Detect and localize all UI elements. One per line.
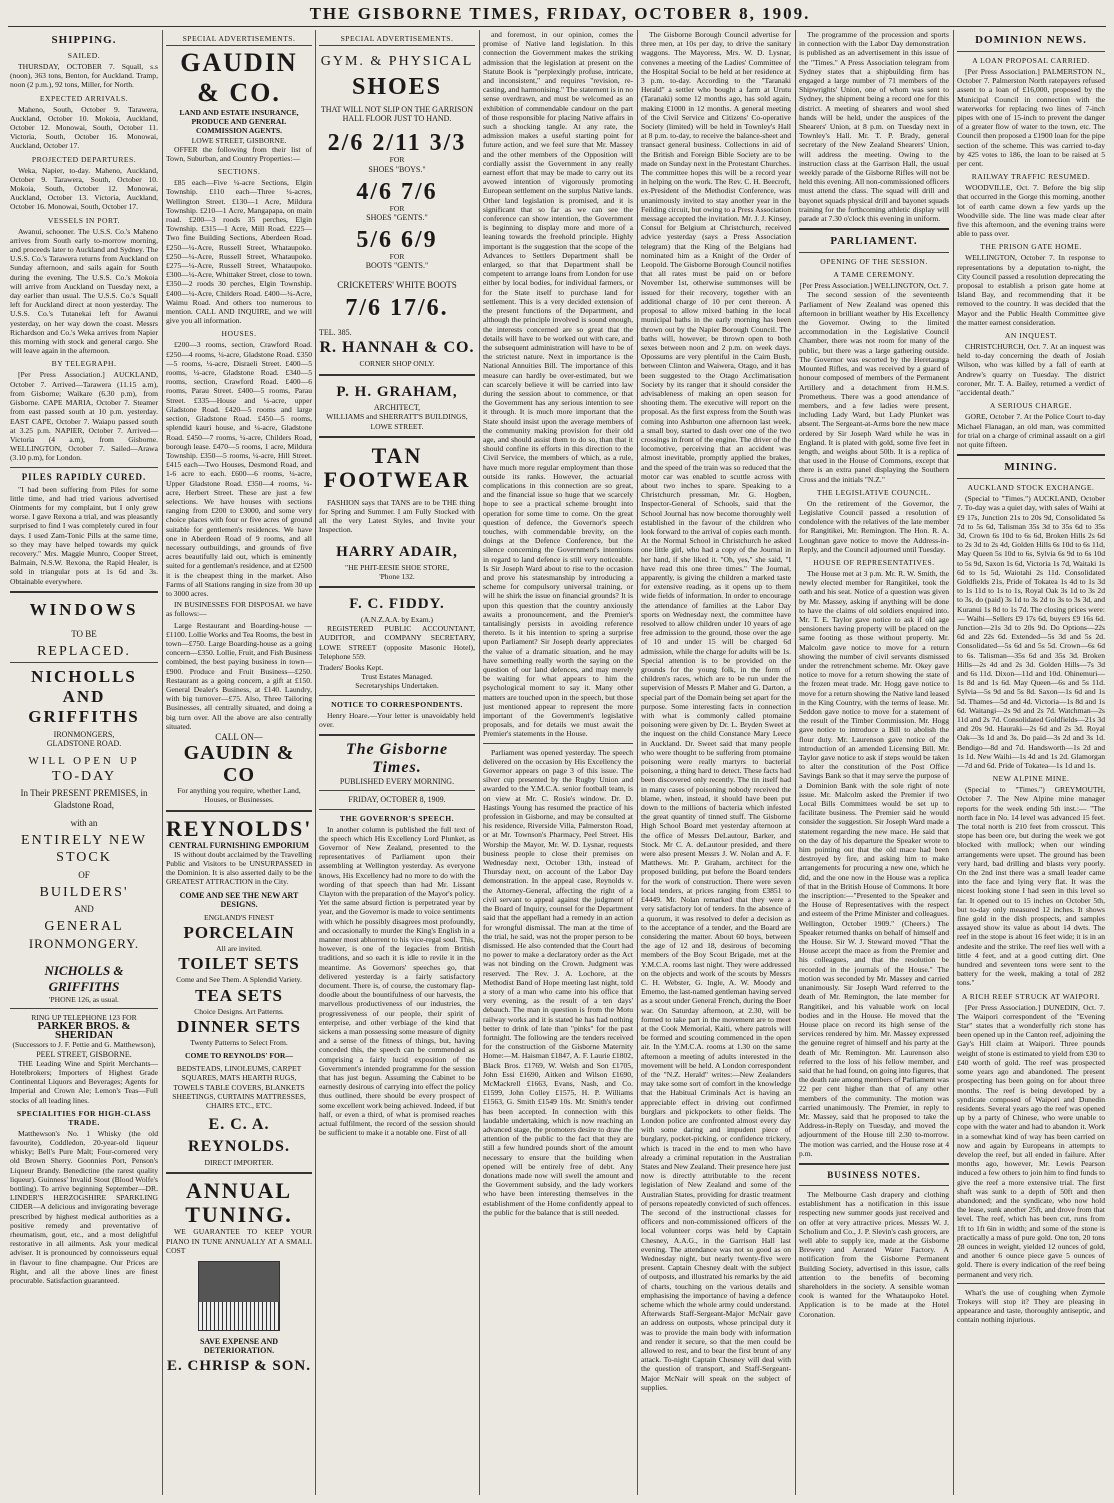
- hannah-title: R. HANNAH & CO.: [319, 339, 475, 357]
- mining-heading: MINING.: [1004, 461, 1058, 474]
- column-7: [957, 30, 1105, 1495]
- telegraph-heading: BY TELEGRAPH.: [51, 359, 117, 369]
- price-row-1: 2/6 2/11 3/3: [327, 130, 467, 157]
- railway-heading: RAILWAY TRAFFIC RESUMED.: [971, 172, 1091, 182]
- replaced-text: REPLACED.: [37, 643, 131, 659]
- divider: [319, 809, 475, 810]
- specialities-heading: SPECIALITIES FOR HIGH-CLASS TRADE.: [16, 1108, 152, 1127]
- legislative-heading: THE LEGISLATIVE COUNCIL.: [816, 487, 932, 497]
- gaudin-title: GAUDIN & CO.: [180, 48, 298, 107]
- parliament-heading: PARLIAMENT.: [830, 235, 918, 248]
- come-see-text: COME AND SEE THE NEW ART DESIGNS.: [179, 890, 299, 909]
- expected-heading: EXPECTED ARRIVALS.: [39, 93, 129, 103]
- divider: [799, 228, 949, 230]
- divider: [10, 591, 158, 593]
- reynolds-name: E. C. A. REYNOLDS.: [188, 1116, 290, 1156]
- loan-heading: A LOAN PROPOSAL CARRIED.: [972, 56, 1090, 65]
- reynolds-text: IS without doubt acclaimed by the Travelling Public and Visitors to be UNSURPASSED in the Dominion. It is also asserted daily to be the GREATEST ATTRACTION in the City.: [166, 849, 312, 887]
- reynolds-subtitle: CENTRAL FURNISHING EMPORIUM: [168, 840, 309, 850]
- notice-text: Henry Hoare.—Your letter is unavoidably held over.: [319, 710, 475, 729]
- special-ads-heading: SPECIAL ADVERTISEMENTS.: [319, 34, 475, 46]
- annual-title: ANNUAL: [185, 1178, 293, 1204]
- gaudin-sub-2: For anything you require, whether Land, Houses, or Businesses.: [177, 786, 301, 805]
- with-an-text: with an: [70, 817, 98, 828]
- nicholls-title: NICHOLLS AND GRIFFITHS: [28, 667, 140, 727]
- inquest-text: CHRISTCHURCH, Oct. 7. At an inquest was held to-day concerning the death of Josiah Wilson, who was killed by a fall of earth at Andrew's quarry on Tuesday. The district coroner, Mr. T. A. Bailey, returned a verdict of "accidental death.": [957, 342, 1105, 398]
- business-notes-text: The Melbourne Cash drapery and clothing establishment has a notification in this issue respecting new summer goods just received and on offer at very attractive prices. Messrs W. J. Scholium and Co., J. P. Slevin's cash grocers, are well able to supply ice, made at the Gisborne Brewery and Aerated Water Factory. A notification from the Gisborne Permanent Building Society, advertised in this issue, calls attention to the benefits of becoming shareholders in the society. A sensible woman cook is wanted for the Whataupoko Hotel. Application is to be made at the Hotel Coronation.: [799, 1189, 949, 1319]
- house-text: The House met at 3 p.m. Mr. R. W. Smith, the newly elected member for Rangitikei, took the oath and his seat. Notice of a question was given by Mr. Massey, asking if anything will be done to have the claims of old soldiers enquired into. Mr. T. E. Taylor gave notice to ask if old age pensioners having property will be placed on the same footing as those without property. Mr. Malcolm gave notice to move for a return showing the number of civil servants dismissed under the retrenchment scheme. Mr. Okey gave notice to move for a return showing the state of the frozen meat trade. Mr. Hogg gave notice to move for a return showing the Native land leased in the King Country, with the terms of lease. Mr. Seddon gave notice to move for a statement of the result of the Timber Commission. Mr. Hogg gave notice to introduce a Bill to abolish the flour duty. Mr. Laurenson gave notice of the introduction of an amended Licensing Bill. Mr. Taylor gave notice to ask if steps would be taken to alter the constitution of the Post Office Savings Bank so that it may serve the purpose of a Dominion Bank with the sole right of note issue. Mr. Malcolm asked the Premier if two Local Bills Committees would be set up to facilitate business. The Premier said he would consider the suggestion. Sir Joseph Ward made a statement regarding the new mace. He said that on the day of his departure the Speaker wrote to him pointing out that the old mace had been destroyed by fire, and asking him to make arrangements for procuring a new one, which he did, and the one now in the House was a replica of that in the British House of Commons. It bore the inscription:—"Presented to the Speaker and the House of Representatives with the respect and esteem of the Prime Minister and colleagues. Wellington, October 1909." (Cheers.) The Speaker returned thanks on behalf of himself and the House. Sir W. J. Steward moved "That the House accept the mace as from the Premier and his colleagues, and that the resolution be recorded in the journals of the House." The motion was seconded by Mr. Massey and carried unanimously. Sir Joseph Ward referred to the death of Mr. Remington, the late member for Rangitikei, and his valuable work on local bodies and in the House. He moved that the House place on record its high sense of the services rendered by him. Mr. Massey expressed the genuine regret of himself and his party at the death of Mr. Remington. Mr. Laurenson also referred to the loss of his fellow member, and said that he had found, on going into figures, that the death rate among members of Parliament was 22 per cent higher than that of any other members of the community. The motion was carried unanimously. The Premier, in reply to Mr. Massey, said that he proposed to take the Address-in-Reply on Tuesday, and moved the adjournment of the House till 2.30 to-morrow. The motion was carried, and the House rose at 4 p.m.: [799, 568, 949, 1158]
- divider: [483, 743, 633, 744]
- gaudin-subtitle: LAND AND ESTATE INSURANCE, PRODUCE AND GENERAL COMMISSION AGENTS.: [179, 108, 299, 136]
- price-row-2: 4/6 7/6: [356, 178, 438, 205]
- sections-heading: SECTIONS.: [217, 167, 261, 177]
- toilet-sets-title: TOILET SETS: [178, 954, 300, 974]
- divider: [957, 51, 1105, 52]
- ironmongery-text: IRONMONGERY.: [28, 936, 140, 952]
- gents-text: SHOES "GENTS.": [366, 213, 428, 223]
- divider: [319, 374, 475, 376]
- column-rule: [479, 30, 480, 1495]
- chrisp-title: E. CHRISP & SON.: [167, 1358, 311, 1375]
- furnishing-list: BEDSTEADS, LINOLEUMS, CARPET SQUARES, MATS HEARTH RUGS, TOWELS TABLE COVERS, BLANKETS SHEETINGS, CURTAINS MATTRESSES, CHAIRS ETC., ETC.: [172, 1064, 306, 1111]
- builders-text: BUILDERS': [39, 884, 129, 900]
- divider: [319, 695, 475, 696]
- entirely-new-text: ENTIRELY NEW: [21, 833, 147, 849]
- business-heading: IN BUSINESSES FOR DISPOSAL we have as follows:—: [166, 600, 312, 619]
- save-text: SAVE EXPENSE AND DETERIORATION.: [199, 1337, 279, 1356]
- divider: [799, 252, 949, 253]
- tuning-title: TUNING.: [185, 1202, 293, 1228]
- fiddy-text: REGISTERED PUBLIC ACCOUNTANT, AUDITOR, and COMPANY SECRETARY, LOWE STREET (opposite Masonic Hotel), Telephone 559.: [319, 624, 475, 661]
- local-news-text: The Gisborne Borough Council advertise for three men, at 10s per day, to drive the sanitary waggons. The Mayoress, Mrs. W. D. Lysnar, convenes a meeting of the Ladies' Committee of the Hospital Social to be held at her residence at 3 p.m. to-day. According to the "Taranaki Herald" a settler who bought a farm at Urutu (Taranaki) some 12 months ago, has sold again, making £1000 in 12 months. A general meeting of the Civil Service and Citizens' Co-operative Society (limited) will be held in Townley's Hall at 8 p.m. to-day, to receive the balance-sheet and transact general business. Collections in aid of the British and Foreign Bible Society are to be made on Sunday next in the Protestant Churches. The committee hopes this will be a record year in helping on the work. The Rev. C. H. Beecroft, ex-President of the Methodist Conference, was unanimously invited to stay another year in the Feilding circuit, but owing to a Press Association message accepted the invitation. Mr. J. J. Kinsey, Consul for Belgium at Christchurch, received advice yesterday (says a Press Association telegram) that the King of the Belgians had nominated him as a Knight of the Order of Leopold. The Gisborne Borough Council notifies that all rates must be paid on or before November 1st, otherwise summonses will be issued for their recovery, together with an additional charge of 10 per cent thereon. A proposal to allow mixed bathing in the local municipal baths in the early morning has been thrown out by the Napier Borough Council. The baths will, however, be thrown open to both sexes between noon and 2 p.m. on week days. Opossums are very plentiful in the Cairn Bush, between Clinton and Waiwera, Otago, and it has been suggested to the Otago Acclimatisation Society by its ranger that it should consider the advisableness of making an open season for shooting them. The executive will report on the proposal. As the first express from the South was coming into Ashburton one afternoon last week, a small boy, started to dash over one of the two crossings in front of the engine. The driver of the locomotive, perceiving that an accident was almost inevitable, promptly applied the brakes, and the speed of the train was so reduced that the motor car was enabled to scuttle across with about two inches to spare. Speaking to a Christchurch pressman, Mr. G. Hogben, Inspector-General of Schools, said that the School Journal has now become thoroughly well established in the favour of the children who look forward to the arrival of copies each month. At the Normal School in Christchurch he asked one little girl, who had a copy of the Journal in her hand, if she liked it. "Oh, yes," she said, "I have read this one three times." The Journal, apparently, is giving the children a marked taste for extensive reading, as it opens up to them wide fields of information. In order to encourage the attendance of families at the Labor Day sports on Wednesday next, the committee have resolved to allow children under 10 years of age free admission to the ground, those over the age of 10 and under 15 will be charged 6d admission, while the charge for adults will be 1s. Special attention is to be provided on the grounds for the young folk, in the form of children's races, which are to be run under the supervision of Messrs P. Maher and G. Darton, a special part of the Domain being set apart for the purpose. Some interesting facts in connection with what is commonly called ptomaine poisoning were given by Dr. L. Bryden Sweet at the inquest on the child Constance Mary Leece in Auckland. Dr. Sweet said that many people who were thought to be suffering from ptomaine poisoning were really martyrs to bacterial poisoning, a thing hard to detect. These facts had been discovered only recently. The tin itself had in many cases of poisoning nobody received the blame, when, instead, it should have been put down to the millions of bacteria which infested the great quantity of tinned stuff. The Gisborne High School Board met yesterday afternoon at the office of Messrs DeLautour, Barker, and Stock. Mr C. A. deLautour presided, and there were also present Messrs J. W. Nolan and A. F. Matthews. Mr. P. Graham, architect for the proposed building, put before the Board tenders for the work of construction. There were seven local tenders, at prices ranging from £3851 to £4449. Mr. Nolan remarked that they were a very satisfactory lot of tenders. In the absence of a quorum, it was resolved to defer a decision as to the acceptance of a tender, and the Board are considering the matter. About 60 boys, between the age of 12 and 18, desirous of becoming members of the Boy Scout Brigade, met at the Y.M.C.A. rooms last night. They were addressed on the objects and work of the scouts by Messrs C. H. Webster, G. Ingle, A. W. Moody and Ememo, the last-named gentleman having served as a scout under General French, during the Boer war. On Saturday afternoon, at 2.30, will be formed to take part in the movement are to meet at the Cook Memorial, Kaiti, where patrols will be formed and scouting commenced in the open air. In the Y.M.C.A. rooms at 1.30 on the same afternoon a meeting of adults interested in the movement will be held. A London correspondent of the "N.Z. Herald" writes:—New Zealanders may take some sort of comfort in the knowledge that the Habitual Criminals Act is having an appreciable effect in driving out confirmed burglars and pickpockets to other fields. The London police are confronted almost every day with some daring and impudent piece of burglary, pocket-picking, or confidence trickery, which is traced in the end to men who have already a criminal reputation in the Australian States and New Zealand. Their presence here just now is directly attributable to the recent legislation of New Zealand and some of the Australian States, providing for drastic treatment of persons repeatedly convicted of such offences. The second of the instructional classes for officers and non-commissioned officers of the local volunteer corps was held by Captain Chesney, A.A.G., in the Garrison Hall last evening. The attendance was not so good as on Wednesday night, but nearly twenty-five were present. Captain Chesney dealt with the subject of outposts, and illustrated his remarks by the aid of charts, touching on the various details and emphasising the importance of having a defence scheme which the whole army could understand. Afterwards Staff-Sergeant-Major McNair gave an address on outposts, whose principal duty it was to provide the main body with information and render it secure, so that the men could be allowed to rest, and to bear the first brunt of any attack. To-night Captain Chesney will deal with the question of transport, and Staff-Sergeant-Major McNair will speak on the subject of supplies.: [641, 30, 791, 1392]
- gaudin-offer: OFFER the following from their list of Town, Suburban, and Country Properties:—: [166, 144, 312, 164]
- published-text: PUBLISHED EVERY MORNING.: [339, 777, 455, 787]
- gaudin-title-2: GAUDIN & CO: [183, 742, 295, 787]
- englands-text: ENGLAND'S FINEST: [204, 913, 274, 923]
- trust-text: Trust Estates Managed.: [361, 672, 433, 682]
- gym-title: GYM. & PHYSICAL: [320, 54, 474, 69]
- column-1: [10, 30, 158, 1495]
- divider: [957, 454, 1105, 456]
- shoes-title: SHOES: [351, 74, 443, 100]
- tel-text: TEL. 385.: [319, 327, 352, 337]
- loan-text: [Per Press Association.] PALMERSTON N., October 7. Palmerston North ratepayers refused assent to a loan of £16,000, proposed by the Municipal Council in connection with the waterworks for replacing two lines of 7-inch pipes with one of 15-inch to prevent the danger of a greater flow of water to the town, etc. The Council then proposed a £1900 loan for the pipe section of the scheme. This was carried to-day by 425 votes to 186, the loan to be raised at 5 per cent.: [957, 67, 1105, 169]
- house-heading: HOUSE OF REPRESENTATIVES.: [813, 557, 935, 567]
- editorial-text: and foremost, in our opinion, comes the promise of Native land legislation. In this connection the Government makes the striking admission that the legislation at present on the Statute Book is "perplexingly profuse, intricate, and inconsistent," and requires "revision, re-casting, and harmonising." The statement is in no sense overdrawn, and must be welcomed as an exhibition of commendable candour on the part of those responsible for placing Native affairs in such a shocking tangle. At any rate, the admission makes a useful starting point for future action, and we feel sure that Mr. Massey and the other members of the Opposition will cordially assist the Government in any really earnest effort that may be made to carry out its avowed intention of vigorously promoting European settlement on the surplus Native lands. Other land legislation is promised, and it is significant that so far as we can see the conference can show intention, the Government is beginning to display more and more of a leaning towards the freehold principle. Highly important is the suggestion that the scope of the Advances to Settlers Department shall be enlarged, so that that Department shall be competent to arrange loans from London for use either by local bodies, for individual farmers, or for the State itself to purchase land for settlement. This is a very decided extension of the present functions of the Department, and although the principle involved is sound enough, the interests concerned are so great that the details will have to be worked out with care, and the subsequent administration will have to be of the strictest nature. Next in importance is the National Annuities Bill. The importance of this measure can hardly be over-estimated, but we can scarcely believe it will be carried into law during the session about to commence, or that the Government has any serious intention to see it through. It is much more important that the State should insist upon the average members of the community making provision for their old age, and should assist them to do so, than that it should confine its efforts in this direction to the Civil Service, the members of which, as a rule, have much more regular employment than those outside its ranks. However, the actuarial complications in this connection are so great, and the financial issue so huge that we scarcely hope to see a practical scheme brought into operation for some time to come. On the great question of defence, the Governor's speech touches, with commendable brevity, on the doings at the Defence Conference, but the silence concerning the Government's intentions in regard to land defence is still very noticeable. Is Sir Joseph Ward about to rise to the occasion and prove his statesmanship by introducing a scheme for compulsory universal training, or will he shirk the issue on financial grounds? It is upon this question that the country anxiously awaits a pronouncement, and the Premier's tantalisingly persists in avoiding reference thereto. Is it his intention to spring a surprise upon Parliament? Sir Joseph dearly appreciates the value of a dramatic situation, and he may have something really worth the saying on the question of our land defences, and may merely be waiting for what appears to him the psychological moment to say it. Many other matters are touched upon in the speech, but those just mentioned appear to represent the more important of the Government's legislative proposals, and for details we must await the Premier's statements in the House.: [483, 30, 633, 739]
- specialities-text: Matthewson's No. 1 Whisky (the old favourite), Coddledon, 20-year-old liqueur whisky; Bell's Pure Malt; Four-cornered very old Brown Sherry. Goonnies Port, Penson's Liqueur Brandy. Benedictine (the rarest quality liqueur). Guinness' Invalid Stout (Blood Wolfe's bottling). To arrive beginning September—DR. LINDER'S HERZOGSHIRE SPARKLING CIDER—A delicious and invigorating beverage prescribed by highest medical authorities as a positive remedy and preventative of rheumatism, gout, etc., and a most delightful restorative in all ailments. Ask your medical adviser. It is pronounced by connoisseurs equal in flavour to fine champagne. Our Prices are Right, and all the above lines are finest procurable. Satisfaction guaranteed.: [10, 1128, 158, 1286]
- adair-title: HARRY ADAIR,: [336, 543, 458, 560]
- column-6: [799, 30, 949, 1495]
- for-text: FOR: [389, 155, 405, 165]
- fashion-text: FASHION says that TANS are to be THE thing for Spring and Summer. I am Fully Stocked with all the very Latest Styles, and Invite your Inspection.: [319, 497, 475, 535]
- piles-heading: PILES RAPIDLY CURED.: [21, 471, 147, 482]
- projected-text: Weka, Napier, to-day. Maheno, Auckland, October 9. Tarawera, South, October 10. Mokoia, South, October 12. Monowai, Auckland, October 13. Victoria, Auckland, October 16. Monowai, South, October 17.: [10, 165, 158, 212]
- projected-heading: PROJECTED DEPARTURES.: [31, 154, 137, 164]
- traders-text: Traders' Books Kept.: [319, 663, 384, 673]
- secretary-text: Secretaryships Undertaken.: [355, 681, 439, 691]
- lowe-text: LOWE STREET.: [370, 421, 424, 431]
- divider: [319, 436, 475, 438]
- local-news-text: Parliament was opened yesterday. The speech delivered on the occasion by His Excellency the Governor appears on page 3 of this issue. The silver cup presented by the Rugby Union and awarded to the Y.M.C.A. senior football team, is on view at Mr. C. Rosie's window. Dr. D. Hastings Young has resumed the practice of his profession in Gisborne, and may be consulted at his residence, Riverside Villa, Palmerston Road, or at Mr. Townson's Pharmacy, Peel Street. His Worship the Mayor, Mr. W. D. Lysnar, requests business people to close their premises on Wednesday next, October 13th, instead of Thursday next, on account of the Labor Day demonstration. In the appeal case, Reynolds v. the Attorney-General, affecting the right of a civil servant to appeal against the judgment of the Board of Inquiry, counsel for the Department said that the appellant had a remedy in an action for wrongful dismissal. The man at the time of the trial, he said, was not the proper person to be dismissed. He also contended that the Court had no power to make a declaratory order as the Act was not binding on the Crown. Judgment was reserved. The Rev. J. A. Lochore, at the Methodist Band of Hope meeting last night, told a story of a man who came into his office that very evening, as the result of a ten days' debauch. The man in question is from the Motu railway works and it is stated he has had nothing better to drink of late than "pinks" for the past fortnight. The following are the tenders received for the construction of the Gisborne Maternity Home:—M. Haisman £1847, A. F. Laurie £1802, Black Bros. £1769, W. Welsh and Son £1705, John Essi £1690, Aitken and Wilson £1690, McMackrell £1663, Evans, Nash, and Co. £1599, John Colley £1575, H. P. Williams £1563, G. Smith £1549 10s. Mr. Smith's tender has been accepted. In connection with this laudable undertaking, which is now reaching an advanced stage, the promoters desire to draw the attention of the public to the fact that they are still a few hundred pounds short of the amount necessary to ensure that the building when opened will be entirely free of debt. Any donations made now will swell the amount and the Government subsidy, and the lady workers who have been interesting themselves in the establishment of the Home confidently appeal to the public for the balance that is still needed.: [483, 747, 633, 1217]
- boys-text: SHOES "BOYS.": [368, 164, 426, 174]
- rich-reef-text: [Per Press Association.] DUNEDIN, Oct. 7. The Waipori correspondent of the "Evening Star" states that a wonderfully rich stone has been opened up in the Canton reef, adjoining the Gay's Hill claim at Waipori. Three pounds weight of stone is estimated to yield from £30 to £40 worth of gold. The reef was prospected some years ago and abandoned. The present prospecting has been going on for about three months. The reef is being developed by a syndicate composed of Waipori and Dunedin residents. Several years ago the reef was opened up by a party of Chinese, who were unable to cope with the water and had to abandon it. Work in a somewhat kind of way has been carried on now and again by Europeans in attempts to develop the reef, but all ended in failure. After months ago, however, Mr. Lewis Pearson induced a few others to join him to find funds to give the reef a more extensive trial. The first shaft was sunk to a depth of 50ft and then abandoned; and the syndicate, who now hold the lease, sunk another 25ft, and drove from that level. The reef, which has been cut, runs from 1ft to 1ft 6in in width; and some of the stone is practically a mass of pure gold. One ton, 20 tons 28 ounces in weight, yielded 12 ounces of gold, and another 6 ounce piece gave 5 ounces of gold. There is every indication of the reef being permanent and very rich.: [957, 1002, 1105, 1279]
- piles-text: "I had been suffering from Piles for some little time, and had tried various advertised Ointments for my complaint, but I only grew worse. I gave Rexona a trial, and was pleasantly surprised to find I was completely cured in four days. I used Zam-Tonic Pills at the same time, so they may have helped towards my quick recovery." Mrs. Maggie Munro, Cooper Street, Balmain, N.S.W. Rexona, the Rapid Healer, is sold in triangular pots at 1s 6d and 3s. Obtainable everywhere.: [10, 484, 158, 586]
- graham-title: P. H. GRAHAM,: [336, 384, 458, 401]
- alpine-heading: NEW ALPINE MINE.: [992, 774, 1070, 784]
- architect-text: ARCHITECT,: [373, 403, 421, 413]
- windows-title: WINDOWS: [29, 599, 139, 619]
- adair-phone: 'Phone 132.: [379, 571, 415, 581]
- ng-signature: NICHOLLS & GRIFFITHS: [44, 962, 124, 994]
- gisborne-times-title: The Gisborne Times.: [345, 741, 449, 777]
- stock-exchange-text: (Special to "Times.") AUCKLAND, October 7. To-day was a quiet day, with sales of Waihi at £9 17s, Junction 21s to 20s 9d, Consolidated 5s 7d to 5s 6d, Talisman 35s 3d to 35s 6d to 35s 3d, Crown 6s 10d to 6s 6d, Broken Hills 2s 6d to 2s 3d to 2s 4d, Golden Hills 6s 10d to 6s 11d, May Queen 5s 10d to 6s, Sylvia 6s 9d to 6s 10d to 5s 9d, Saxon 1s 6d, Victoria 1s 7d, Waitaki 1s 6d to 1s 5d, Waiotahi 2s 11d. Consolidated Goldfields 21s, Pride of Tokatea 1s 4d to 1s 3d to 1s 11d to 1s to 1s, Royal Oak 3s 1d to 3s 2d to 3s, do (paid) 3s 1d to 3s 2d to 3s to 3s 3d, and Kuranui 1s 8d to 1s 7d. The closing prices were:— Waihi—Sellers £9 17s 6d, buyers £9 16s 6d. Junction—21s 3d to 20s 9d. Do Options—22s 6d and 22s 6d. Extended—5s 3d and 5s 2d. Consolidated—5s 6d and 5s 5d. Crown—6s 6d to 6s. Talisman—35s 6d and 35s 3d. Broken Hills—2s 4d and 2s 3d. Golden Hills—7s 3d and 6s 11d. Dixon—11d and 10d. Ohinemuri—1s 8d and 1s 6d. May Queen—6s and 5s 11d. Sylvia—5s 9d and 5s 8d. Saxon—1s 6d and 1s 5d. Thames—5d and 4d. Victoria—1s 8d and 1s 6d. Waitangi—2s 9d and 2s 7d. Watchman—2s 11d and 2s 7d. Consolidated Goldfields—21s 3d and 20s 9d. Hauraki—2s 6d and 2s 3d. Royal Oak—3s 1d and 3s. Do paid—3s 2d and 3s 1d. Bendigo—8d and 7d. Handsworth—1s 2d and 1s 1d. New Waihi—1s 4d and 1s 2d. Glamorgan—7d and 6d. Pride of Tokatea—1s 1d and 1s.: [957, 494, 1105, 770]
- serious-charge-heading: A SERIOUS CHARGE.: [989, 401, 1073, 411]
- serious-charge-text: GORE, October 7. At the Police Court to-day Michael Flanagan, an old man, was committed for trial on a charge of criminal assault on a girl not quite fifteen.: [957, 412, 1105, 449]
- stock-text: STOCK: [56, 850, 112, 866]
- column-rule: [795, 30, 796, 1495]
- ironmongers-text: IRONMONGERS,: [53, 730, 115, 740]
- divider: [319, 790, 475, 791]
- premises-text: In Their PRESENT PREMISES, in Gladstone Road,: [20, 787, 148, 810]
- footwear-title: FOOTWEAR: [323, 466, 471, 492]
- telegraph-text: [Per Press Association.] AUCKLAND, October 7. Arrived—Tarawera (11.15 a.m), from Gisborne; Waikare (6.30 p.m), from Gisborne. CAPE MARIA, October 7. Steamer from east passed south at 10 p.m. yesterday. EAST CAPE, October 7. Waiapu passed south at 3.25 p.m. NAPIER, October 7. Arrived—Victoria (4 a.m), from Gisborne. WELLINGTON, October 7. Sailed—Arawa (3.10 p.m), for London.: [10, 370, 158, 463]
- divider: [799, 1163, 949, 1165]
- divider: [957, 478, 1105, 479]
- shipping-heading: SHIPPING.: [51, 34, 117, 46]
- successors-text: (Successors to J. F. Pettie and G. Matthewson),: [12, 1040, 156, 1050]
- call-on-text: CALL ON—: [215, 732, 263, 742]
- column-3: [319, 30, 475, 1495]
- tame-heading: A TAME CEREMONY.: [833, 270, 915, 280]
- general-text: GENERAL: [44, 919, 124, 935]
- column-4: [483, 30, 633, 1495]
- local-news-text: The programme of the procession and sports in connection with the Labor Day demonstration is published as an advertisement in this issue of the "Times." A Press Association telegram from Sydney states that a shipbuilding firm has engaged a large number of 71 members of the Shipwrights' Union, one of whom was sent to Sydney, the shipment being a record one for this district. A meeting of shearers and wool shed hands will be held, under the auspices of the Shearers' Union, at 8 p.m. on Tuesday next in Townley's Hall. Mr. T. P. Brady, general secretary of the New Zealand Shearers' Union, will address the meeting. Owing to the instruction class at the Garrison Hall, the usual weekly parade of the Gisborne Rifles will not be held this evening. All non-commissioned officers must attend the class. The squad will drill and bayonet squads physical drill and bayonet squads training for the forthcoming athletic display will parade at 7.30 o'clock this evening in uniform.: [799, 30, 949, 224]
- vessels-heading: VESSELS IN PORT.: [47, 215, 121, 225]
- date-line: FRIDAY, OCTOBER 8, 1909.: [348, 795, 446, 805]
- tan-title: TAN: [371, 442, 423, 468]
- vessels-text: Awanui, schooner. The U.S.S. Co.'s Maheno arrives from South early to-morrow morning, and proceeds later to Auckland and Sydney. The U.S.S. Co.'s Tarawera returns from Auckland on Sunday afternoon, and sails again for South during the evening. The U.S.S. Co.'s Mokoia will arrive from Auckland on Tuesday next, a day earlier than usual. The U.S.S. Co.'s Squall left for Auckland direct at noon yesterday. The U.S.S. Co.'s Tutanekai left for Awanui yesterday, on her way down the coast. Messrs Richardson and Co.'s Weka arrives from Napier this morning with stock and general cargo. She will leave again in the afternoon.: [10, 226, 158, 356]
- prison-heading: THE PRISON GATE HOME.: [980, 242, 1082, 252]
- business-notes-heading: BUSINESS NOTES.: [827, 1169, 921, 1180]
- parker-title: PARKER BROS. & SHERIDAN: [37, 1020, 131, 1042]
- ring-up-text: RING UP TELEPHONE 123 FOR: [31, 1012, 137, 1022]
- column-5: [641, 30, 791, 1495]
- fiddy-subtitle: (A.N.Z.A.A. by Exam.): [360, 615, 434, 625]
- houses-heading: HOUSES.: [221, 329, 257, 339]
- houses-text: £200—3 rooms, section, Crawford Road. £250—4 rooms, ¼-acre, Gladstone Road. £350—5 rooms, ¼-acre, Disraeli Street. £400—5 rooms, ¼-acre, Gladstone Road. £340—5 rooms, section, Crawford Road. £400—6 rooms, Parau Street. £400—5 rooms, Parau Street. £335—House and ¼-acre, upper Gladstone Road. £420—5 rooms and large section, Gladstone Road. £450—5 rooms, splendid kauri house, and ¼-acre, Gladstone Road. £450—7 rooms, ¼-acre, Childers Road, borough lease. £470—5 rooms, 1 acre, Mildura Township. £350—5 rooms, ¼-acre, Hill Street. £415 each—Two Houses, Desmond Road, and 1-6 acre to each. £600—6 rooms, ¼-acre, Upper Gladstone Road. £350—4 rooms, ¼-acre, Herbert Street. These are just a few selections. We have houses with sections ranging from £200 to £3000, and some very choice places with four or five acres of ground suitable for gentlemen's residences. We have one in Aberdeen Road of 9 rooms, and all necessary outbuildings, and grounds of five acres beautifully laid out, which is eminently suited for a gentleman's residence, and at £2500 it is the cheapest thing in the market. Also Farms of all Stations ranging in size from 30 up to 3000 acres.: [166, 340, 312, 598]
- to-be-text: TO BE: [71, 628, 97, 639]
- guarantee-text: WE GUARANTEE TO KEEP YOUR PIANO IN TUNE ANNUALLY AT A SMALL COST: [166, 1227, 312, 1255]
- sailed-heading: SAILED.: [67, 51, 101, 60]
- shoes-subtitle: THAT WILL NOT SLIP ON THE GARRISON HALL FLOOR JUST TO HAND.: [320, 105, 474, 124]
- divider: [957, 1283, 1105, 1284]
- divider: [10, 662, 158, 663]
- column-2: [166, 30, 312, 1495]
- divider: [10, 1008, 158, 1009]
- for-text: FOR: [389, 203, 405, 213]
- tea-sets-title: TEA SETS: [195, 985, 283, 1005]
- cricketers-text: CRICKETERS' WHITE BOOTS: [337, 279, 457, 290]
- of-text: OF: [78, 869, 90, 880]
- piano-illustration: [198, 1261, 280, 1331]
- alpine-text: (Special to "Times.") GREYMOUTH, October 7. The New Alpine mine manager reports for the week ending 5th inst.:— "The north face in No. 14 level was advanced 15 feet. The total north is 210 feet from crosscut. This stope has been ore, but during the week we got blocked with mullock; when our winding arrangements were upset. The ground has been very hard, bad drilling and blasts very poorly. On the 2nd inst there was a small leader came into the face and lying very flat. It was the nicest looking stone I had seen in this level so far. It opened out to 15 inches on October 5th, but to-day only measured 12 inches. It shows fine gold in the dish prospects, and samples assayed show its value as about 14 dwts. The reef in the stope is about 16 feet wide; it is in an andesite and the strike. The reef lies well with a little 4 feet, and at a good cutting dirt. One hundred and seventeen tons were sent to the battery for the week, making a total of 282 tons.": [957, 785, 1105, 988]
- column-rule: [953, 30, 954, 1495]
- porcelain-title: PORCELAIN: [183, 923, 295, 943]
- railway-text: WOODVILLE, Oct. 7. Before the big slip that occurred in the Gorge this morning, another lot of earth came down a few yards up the Woodville side. The line was made clear after five this afternoon, and the evening trains were able to pass over.: [957, 183, 1105, 239]
- inquest-heading: AN INQUEST.: [1004, 331, 1058, 341]
- notice-heading: NOTICE TO CORRESPONDENTS.: [331, 699, 463, 709]
- parliament-text: The second session of the seventeenth Parliament of New Zealand was opened this afternoon in brilliant weather by His Excellency the Governor. Owing to the limited accommodation in the Legislative Council Chamber, there was not room for many of the public, but there was a large gathering outside. The Governor was escorted by the Heretaunga Mounted Rifles, and was received by a guard of honour composed of members of the Permanent Artillery and a detachment from H.M.S. Prometheus. There was a good attendance of members, and a few ladies were present, including Lady Ward, but Lady Plunket was absent. The Sergeant-at-Arms bore the new mace ordered by Sir Joseph Ward while he was in England. It is plated with gold, some five feet in length, and weighs about 50lb. It is a replica of that used in the House of Commons, except that there is an extra panel displaying the Southern Cross and the initials "N.Z.": [799, 290, 949, 484]
- special-ads-heading: SPECIAL ADVERTISEMENTS.: [166, 34, 312, 46]
- masthead: THE GISBORNE TIMES, FRIDAY, OCTOBER 8, 1909.: [309, 4, 811, 23]
- sections-text: £85 each—Five ¼-acre Sections, Elgin Township. £110 each—Three ¼-acres, Wellington Street. £130—1 Acre, Mildura Township. £210—1 Acre, Mangapapa, on main road. £200—3 roods 35 perches, Elgin Township. £315—1 Acre, Mill Road. £225—Two fine Building Sections, Aberdeen Road. £250—¼-Acre, Russell Street, Whataupoko. £250—¼-Acre, Russell Street, Whataupoko. £275—¼-Acre, Russell Street, Whataupoko. £300—¼-Acre, Whittaker Street, close to town. £350—2 roods 30 perches, Elgin Township. £400—¼-Acre, Childers Road. £400—¼-Acre, Waimu Road. And others too numerous to mention. CALL AND INQUIRE, and we will give you all information.: [166, 178, 312, 326]
- reynolds-title: REYNOLDS': [166, 815, 312, 841]
- peel-text: PEEL STREET, GISBORNE.: [36, 1049, 132, 1059]
- dinner-sets-text: Twenty Patterns to Select From.: [190, 1037, 288, 1047]
- price-row-3: 5/6 6/9: [356, 227, 438, 254]
- boots-text: BOOTS "GENTS.": [365, 261, 429, 271]
- speech-text: In another column is published the full text of the speech which His Excellency Lord Plunket, as Governor of New Zealand, presented to the representatives of Parliament upon their assembling at Wellington yesterday. As everyone knows, His Excellency had no more to do with the wording of that speech than had Mr. Lissant Clayton with the preparation of the Mayor's policy. Yet the same absurd fiction is perpetrated year by year, and the Governor is made to voice sentiments with which he possibly disagrees most profoundly, and occasionally to murder the King's English in a manner most abhorrent to his vice-regal soul. This, however, is one of the legacies from British traditions, and so each it is idle to revile it in the meantime. As Governors' speeches go, that delivered yesterday is a fairly satisfactory document. There is, of course, the customary flap-doodle about the bountifulness of our harvests, the marvellous productiveness of our industries, the progressiveness of our people, their spirit of enterprise, and other verbiage of the kind that sickens a man possessing some measure of dignity and a sense of the fitness of things, but, having conceded this, the speech can be commended as comprising a fairly lucid exposition of the Government's intended programme for the session that has just begun. Assuming the Cabinet to be earnestly desirous of carrying into effect the policy thus outlined, there should be every prospect of some excellent work being achieved. Indeed, if but half, or even a third, of what is promised reaches actual fulfilment, the record of the session should be sufficient to make it a notable one. First of all: [319, 824, 475, 1138]
- parliament-dateline: [Per Press Association.] WELLINGTON, Oct. 7.: [799, 281, 949, 291]
- prison-text: WELLINGTON, October 7. In response to representations by a deputation to-night, the City Council passed a resolution deprecating the proposal to establish a prison gate home at Island Bay, and recommending that it be removed to the country. It was decided that the Mayor and the Public Health Committee give the matter earnest consideration.: [957, 253, 1105, 327]
- corner-shop-text: CORNER SHOP ONLY.: [359, 359, 435, 369]
- legislative-text: On the retirement of the Governor, the Legislative Council passed a resolution of condolence with the relatives of the late member for Rangitikei, Mr. Remington. The Hon. R. A. Loughnan gave notice to move the Address-in-Reply, and the Council adjourned until Tuesday.: [799, 498, 949, 554]
- come-reynolds-text: COME TO REYNOLDS' FOR—: [185, 1051, 293, 1061]
- fiddy-title: F. C. FIDDY.: [349, 596, 445, 613]
- and-text: AND: [74, 903, 94, 914]
- sailed-text: THURSDAY, OCTOBER 7. Squall, s.s (noon), 363 tons, Benton, for Auckland. Tramp, noon (2 p.m.), 92 tons, Miller, for North.: [10, 62, 158, 90]
- speech-heading: THE GOVERNOR'S SPEECH.: [339, 813, 455, 823]
- divider: [799, 1185, 949, 1186]
- direct-importer-text: DIRECT IMPORTER.: [204, 1158, 274, 1168]
- divider: [166, 810, 312, 812]
- divider: [319, 586, 475, 588]
- parker-text: THE Leading Wine and Spirit Merchants—Hotelbrokers; Importers of Highest Grade Continental Liquors and Beverages; Agents for Imperial and Crown Ale; Lemon's Teas—Full stocks of all leading lines.: [10, 1058, 158, 1105]
- today-text: TO-DAY: [51, 768, 117, 784]
- dominion-news-heading: DOMINION NEWS.: [975, 34, 1087, 46]
- for-text: FOR: [389, 252, 405, 262]
- business-text: Large Restaurant and Boarding-house —£1100. Lollie Works and Tea Rooms, the best in town—£750. Large Boarding-house as a going concern—£350. Lollie, Fruit, and Fish Business combined, the best paying business in town—£900. Produce and Fruit Business—£250. Restaurant as a going concern, a gift at £150. General Dealer's Business, at £140. Laundry, with big turnover—£75. Also, Three Tailoring Businesses, all centrally situated, and doing a big turn over. All the above are also centrally situated.: [166, 620, 312, 731]
- divider: [166, 1172, 312, 1174]
- phone-text: 'PHONE 126, as usual.: [49, 994, 119, 1004]
- tea-sets-text: Choice Designs. Art Patterns.: [194, 1006, 284, 1016]
- will-open-text: WILL OPEN UP: [28, 754, 140, 767]
- masthead-rule: [8, 26, 1106, 27]
- divider: [10, 467, 158, 468]
- column-rule: [315, 30, 316, 1495]
- column-rule: [162, 30, 163, 1495]
- zymole-text: What's the use of coughing when Zymole Trokeys will stop it? They are pleasing in appearance and taste, thoroughly antiseptic, and contain nothing injurious.: [957, 1287, 1105, 1325]
- opening-heading: OPENING OF THE SESSION.: [820, 257, 928, 267]
- williams-text: WILLIAMS and SHERRATT'S BUILDINGS,: [326, 412, 468, 422]
- divider: [319, 734, 475, 736]
- price-row-4: 7/6 17/6.: [345, 294, 449, 321]
- dinner-sets-title: DINNER SETS: [177, 1016, 301, 1036]
- gladstone-text: GLADSTONE ROAD.: [46, 739, 122, 749]
- phit-text: "HE PHIT-EESIE SHOE STORE,: [345, 562, 449, 572]
- gaudin-address: LOWE STREET, GISBORNE.: [191, 135, 287, 145]
- expected-text: Maheno, South, October 9. Tarawera, Auckland, October 10. Mokoia, Auckland, October 12. Monowai, South, October 11. Victoria, South, October 16. Monowai, Auckland, October 17.: [10, 104, 158, 151]
- toilet-sets-text: Come and See Them. A Splendid Variety.: [176, 975, 302, 985]
- stock-exchange-heading: AUCKLAND STOCK EXCHANGE.: [967, 483, 1095, 493]
- all-invited-text: All are invited.: [216, 944, 262, 954]
- rich-reef-heading: A RICH REEF STRUCK AT WAIPORI.: [961, 991, 1101, 1001]
- column-rule: [637, 30, 638, 1495]
